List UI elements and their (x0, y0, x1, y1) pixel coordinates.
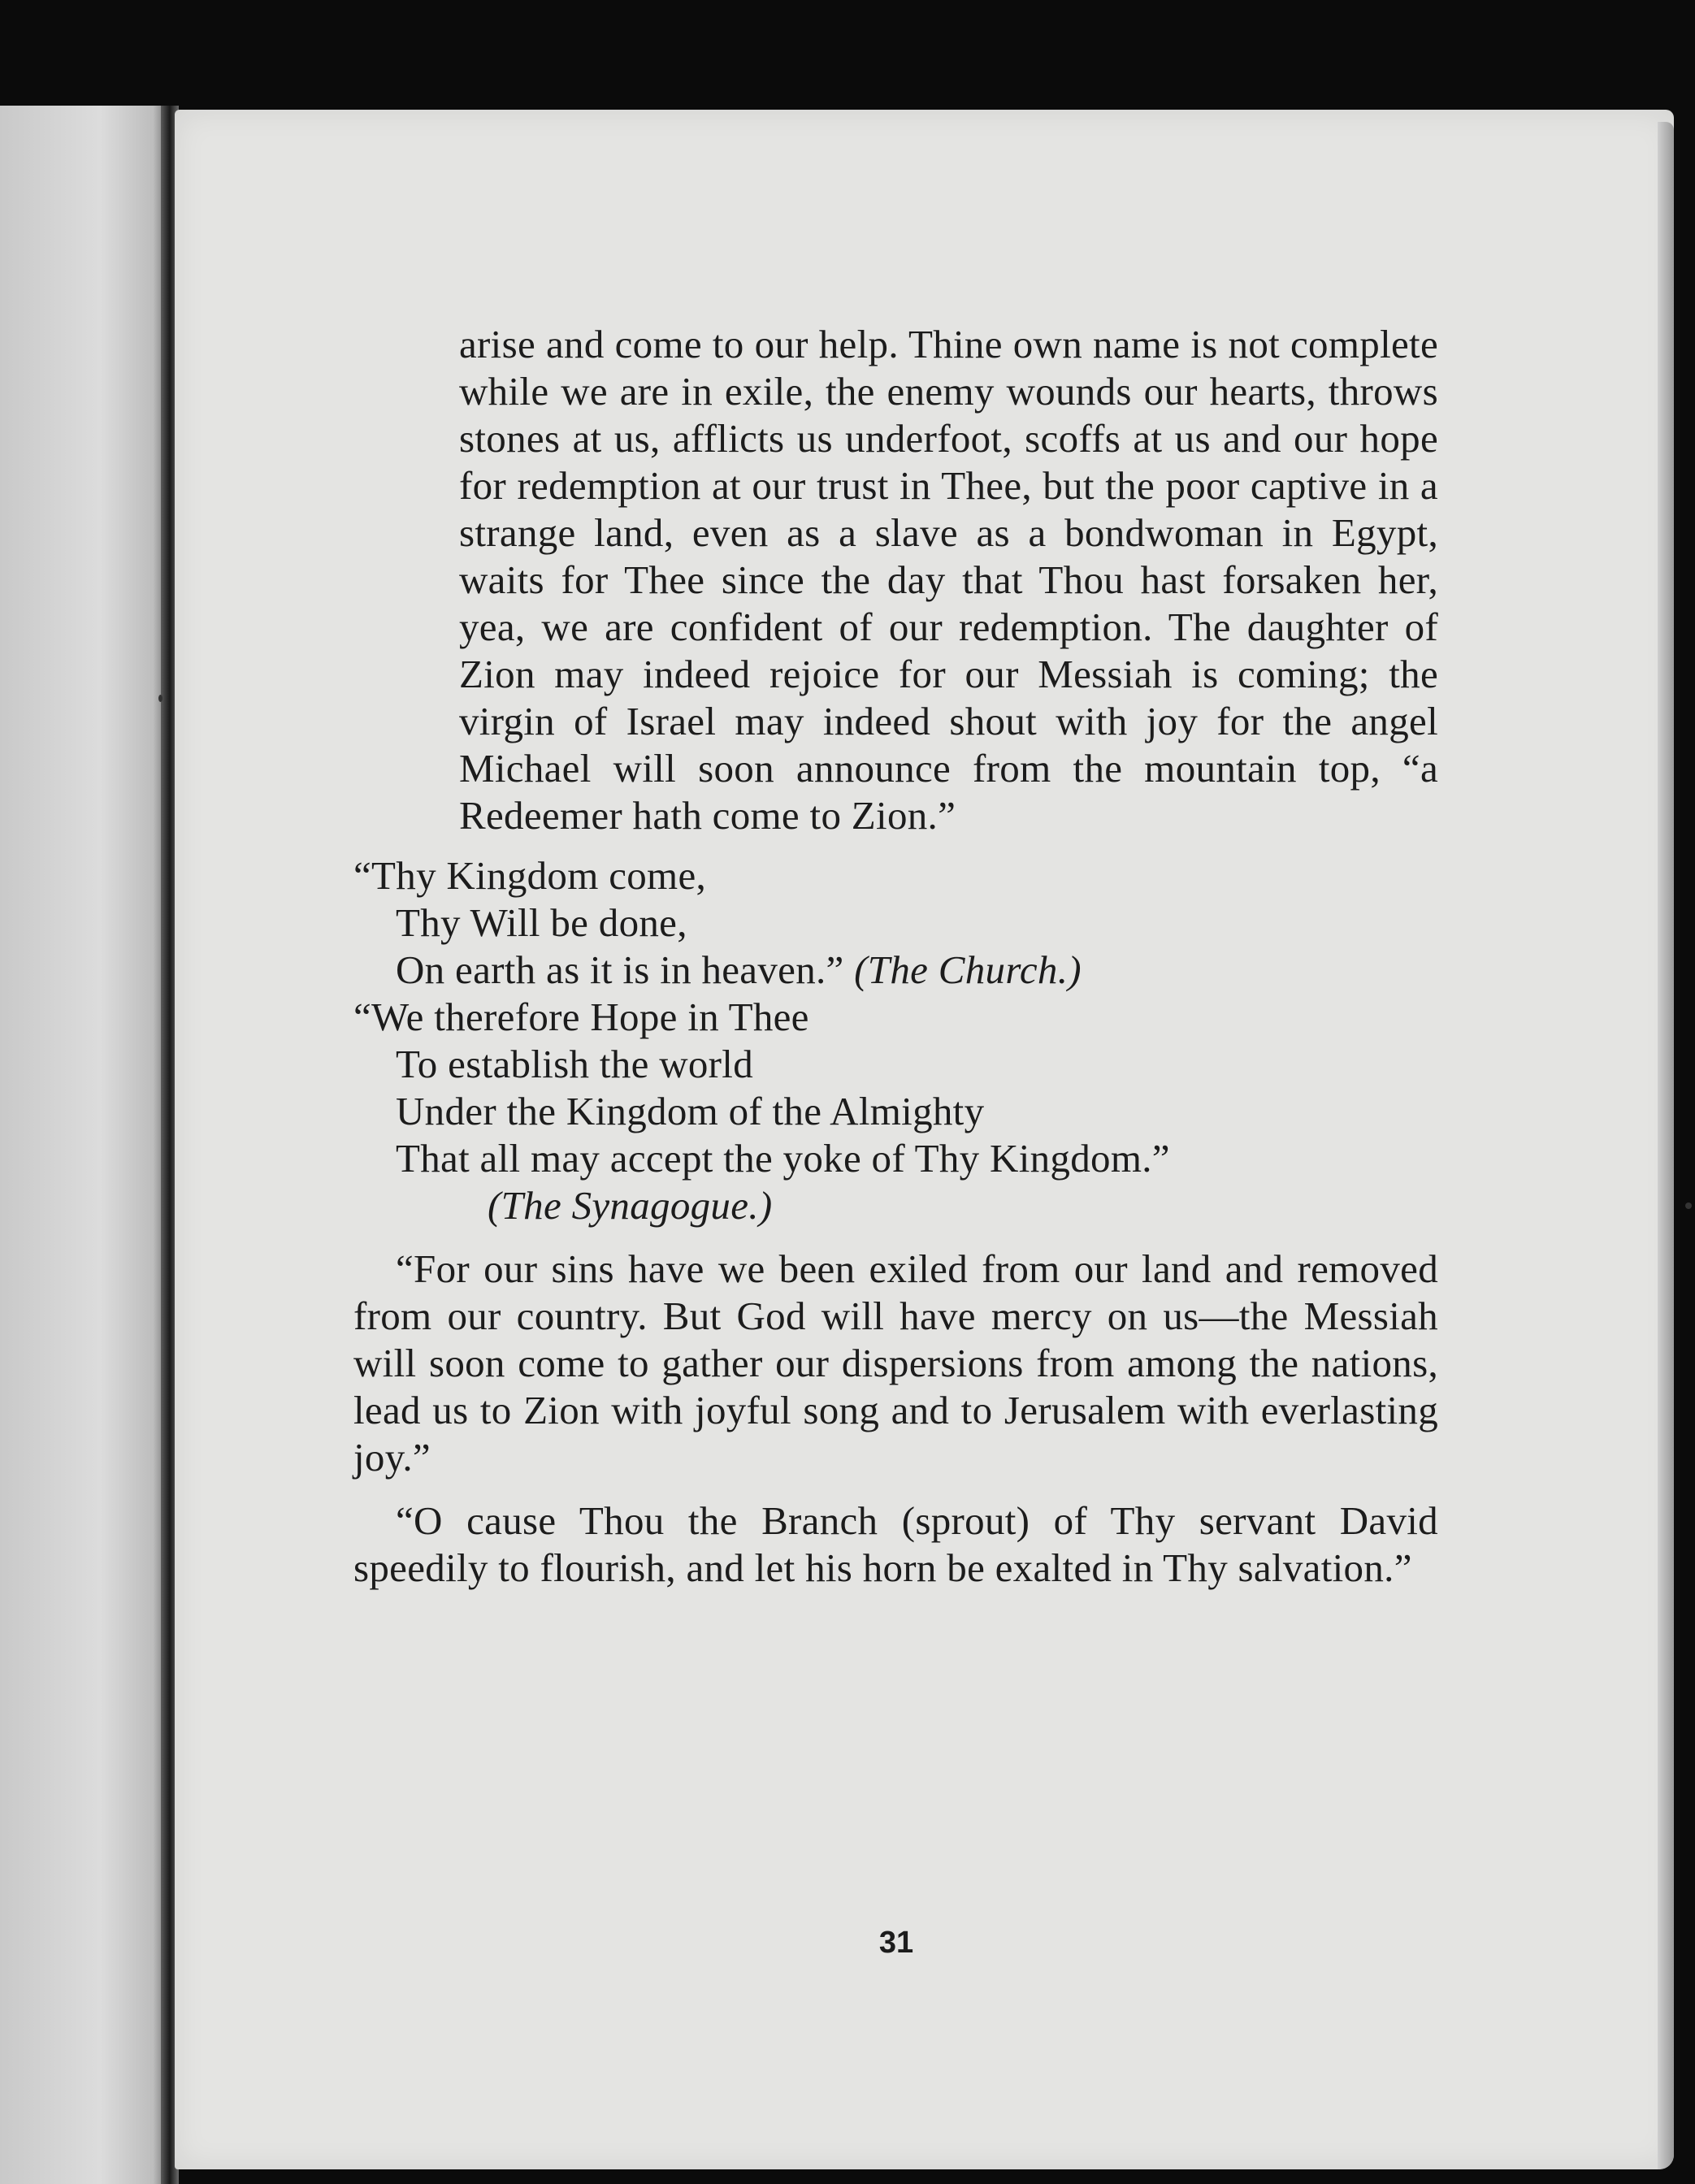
left-page-edge (0, 106, 167, 2184)
church-verse-line-1: “Thy Kingdom come, (353, 853, 707, 898)
scan-speck (158, 695, 163, 702)
page-text (353, 321, 1438, 1592)
synagogue-source: (The Synagogue.) (488, 1183, 773, 1228)
church-source: (The Church.) (854, 947, 1082, 992)
page-edge-shadow (1658, 122, 1674, 2169)
church-verse-line-3-text: On earth as it is in heaven.” (396, 947, 844, 992)
scan-speck (1685, 1202, 1692, 1209)
church-verse-line-2: Thy Will be done, (396, 900, 687, 945)
synagogue-verse-line-1: “We therefore Hope in Thee (353, 994, 809, 1039)
branch-paragraph: “O cause Thou the Branch (sprout) of Thy servant David speedily to flourish, and let his horn be exalted in Thy salvation.” (353, 1498, 1438, 1590)
synagogue-verse-line-2: To establish the world (396, 1042, 754, 1086)
church-verse-line-3 (396, 947, 1438, 994)
opening-paragraph: arise and come to our help. Thine own name is not complete while we are in exile, the enemy wounds our hearts, throws stones at us, afflicts us underfoot, scoffs at us and our hope for redemption at our trust in Thee, but the poor captive in a strange land, even as a slave as a bondwoman in Egypt, waits for Thee since the day that Thou hast forsaken her, yea, we are confident of our redemption. The daughter of Zion may indeed rejoice for our Messiah is coming; the virgin of Israel may indeed shout with joy for the angel Michael will soon announce from the mountain top, “a Redeemer hath come to Zion.” (459, 322, 1438, 838)
synagogue-verse-line-3: Under the Kingdom of the Almighty (396, 1089, 985, 1133)
church-verse (353, 852, 1438, 994)
exile-paragraph: “For our sins have we been exiled from our land and removed from our country. But God will have mercy on us—the Messiah will soon come to gather our dispersions from among the nations, lead us to Zion with joyful song and to Jerusalem with everlasting joy.” (353, 1246, 1438, 1480)
synagogue-verse-line-4: That all may accept the yoke of Thy Kingdom.” (396, 1136, 1170, 1181)
page-number: 31 (878, 1926, 914, 1960)
synagogue-verse (353, 994, 1438, 1229)
